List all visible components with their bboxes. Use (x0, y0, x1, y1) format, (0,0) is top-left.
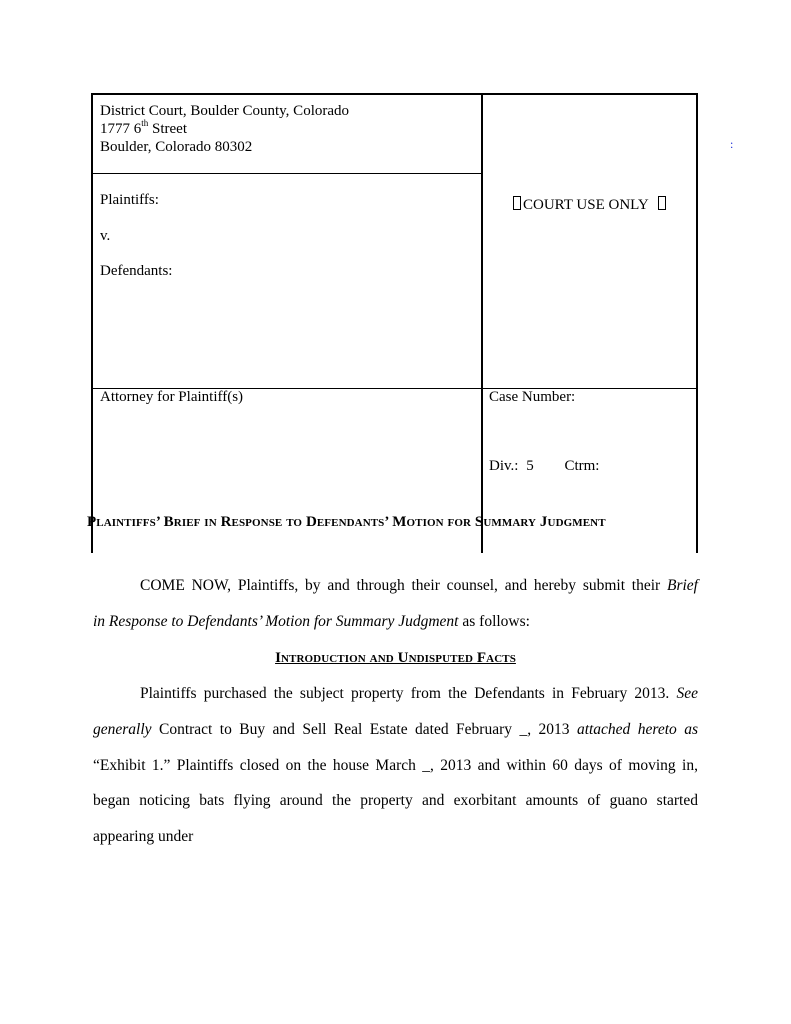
street-name: Street (148, 121, 188, 137)
caption-top-border (91, 93, 698, 95)
court-street (100, 120, 349, 138)
street-ordinal: th (141, 118, 149, 128)
facts-line-3: “Exhibit 1.” Plaintiffs closed on the house March _, 2013 and within 60 days of moving in, (93, 757, 698, 774)
facts-text-2: Contract to Buy and Sell Real Estate dated February _, 2013 (151, 721, 577, 738)
facts-line-1 (93, 685, 698, 703)
div-label: Div.: (489, 458, 519, 474)
court-city: Boulder, Colorado 80302 (100, 139, 253, 155)
facts-signal-cont: generally (93, 721, 152, 738)
division-line (489, 458, 599, 475)
facts-line-2 (93, 721, 698, 739)
facts-attached: attached hereto as (576, 721, 698, 738)
facts-line-5: appearing under (93, 828, 194, 845)
section-heading: Introduction and Undisputed Facts (275, 650, 516, 666)
court-name: District Court, Boulder County, Colorado (100, 103, 350, 119)
plaintiffs-label: Plaintiffs: (100, 192, 159, 208)
caption-center-divider (481, 93, 483, 553)
caption-right-border (696, 93, 698, 553)
intro-line-2 (93, 613, 698, 631)
street-number: 1777 6 (100, 121, 142, 137)
attorney-label: Attorney for Plaintiff(s) (100, 389, 244, 405)
ctrm-label: Ctrm: (564, 458, 600, 474)
div-value: 5 (526, 458, 534, 474)
court-use-only-box (513, 196, 666, 214)
court-use-only-label: COURT USE ONLY (523, 197, 649, 213)
court-address-block (100, 102, 349, 156)
margin-mark: : (730, 137, 734, 151)
intro-text: COME NOW, Plaintiffs, by and through their counsel, and hereby submit their (140, 577, 667, 594)
facts-signal: See (676, 685, 698, 702)
caption-court-divider (91, 173, 482, 174)
intro-text-end: as follows: (458, 613, 530, 630)
intro-line-1 (93, 577, 698, 595)
intro-brief-title-cont: in Response to Defendants’ Motion for Summary Judgment (93, 613, 459, 630)
case-number-label: Case Number: (489, 389, 576, 405)
caption-left-border (91, 93, 93, 553)
intro-brief-title: Brief (667, 577, 698, 594)
document-title: Plaintiffs’ Brief in Response to Defendants’ Motion for Summary Judgment (87, 514, 606, 530)
facts-text-1: Plaintiffs purchased the subject property from the Defendants in February 2013. (140, 685, 677, 702)
defendants-label: Defendants: (100, 263, 173, 279)
placeholder-box-icon-right (658, 196, 666, 210)
facts-line-4: began noticing bats flying around the property and exorbitant amounts of guano started (93, 792, 698, 809)
placeholder-box-icon (513, 196, 521, 210)
versus-label: v. (100, 228, 111, 244)
